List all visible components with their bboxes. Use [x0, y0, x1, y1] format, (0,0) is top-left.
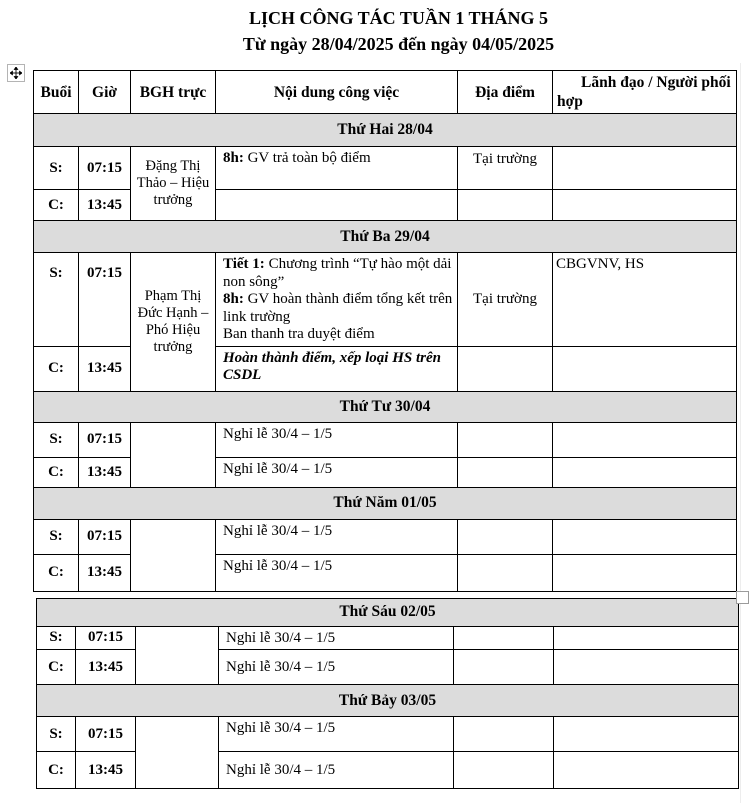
leader-cell: [554, 752, 739, 789]
table-header-row: [34, 71, 737, 114]
time-cell: 13:45: [79, 346, 131, 391]
bgh-cell: Phạm Thị Đức Hạnh – Phó Hiệu trưởng: [131, 253, 216, 392]
content-text: GV trả toàn bộ điểm: [243, 150, 371, 166]
wednesday-morning-row: [34, 422, 737, 457]
session-cell: C:: [34, 554, 79, 591]
session-cell: S:: [34, 422, 79, 457]
content-cell: Nghỉ lễ 30/4 – 1/5: [216, 457, 458, 487]
table-resize-handle[interactable]: [736, 591, 749, 604]
time-cell: 07:15: [76, 717, 136, 752]
content-cell: Nghỉ lễ 30/4 – 1/5: [216, 519, 458, 554]
location-cell: [458, 554, 553, 591]
leader-cell: [553, 519, 737, 554]
friday-morning-row: [37, 626, 739, 650]
content-time-prefix: 8h:: [223, 150, 244, 166]
time-cell: 13:45: [79, 554, 131, 591]
day-label: Thứ Năm 01/05: [34, 487, 737, 519]
leader-cell: [553, 147, 737, 190]
leader-cell: [553, 422, 737, 457]
session-cell: S:: [34, 253, 79, 347]
column-header-location: Địa điểm: [458, 71, 553, 114]
column-header-leader: Lãnh đạo / Người phối hợp: [553, 71, 737, 114]
time-cell: 07:15: [79, 422, 131, 457]
day-label: Thứ Sáu 02/05: [37, 598, 739, 626]
time-cell: 13:45: [79, 190, 131, 221]
session-cell: C:: [34, 457, 79, 487]
time-cell: 07:15: [79, 253, 131, 347]
location-cell: Tại trường: [458, 147, 553, 190]
content-cell: Nghỉ lễ 30/4 – 1/5: [219, 626, 454, 650]
time-cell: 13:45: [79, 457, 131, 487]
tuesday-morning-row: [34, 253, 737, 347]
session-cell: S:: [34, 519, 79, 554]
location-cell: [458, 190, 553, 221]
leader-cell: [554, 650, 739, 685]
time-cell: 07:15: [79, 519, 131, 554]
leader-cell: CBGVNV, HS: [553, 253, 737, 347]
schedule-table-upper[interactable]: [33, 70, 737, 592]
content-cell: Nghỉ lễ 30/4 – 1/5: [216, 554, 458, 591]
content-cell: [216, 190, 458, 221]
location-cell: [454, 717, 554, 752]
content-cell: [216, 147, 458, 190]
document-page[interactable]: [0, 5, 755, 807]
day-label: Thứ Bảy 03/05: [37, 685, 739, 717]
table-move-handle[interactable]: [7, 64, 25, 82]
content-cell: Nghỉ lễ 30/4 – 1/5: [219, 752, 454, 789]
location-cell: [458, 346, 553, 391]
text-margin-guide: [740, 63, 741, 803]
content-time-prefix: 8h:: [223, 291, 244, 307]
move-arrows-icon: [10, 67, 22, 79]
location-cell: [454, 626, 554, 650]
location-cell: [454, 650, 554, 685]
content-cell: Nghỉ lễ 30/4 – 1/5: [219, 717, 454, 752]
thursday-morning-row: [34, 519, 737, 554]
day-label: Thứ Tư 30/04: [34, 391, 737, 422]
leader-cell: [553, 457, 737, 487]
content-line: [223, 291, 453, 326]
content-period-prefix: Tiết 1:: [223, 256, 265, 272]
location-cell: [454, 752, 554, 789]
session-cell: S:: [34, 147, 79, 190]
date-range: Từ ngày 28/04/2025 đến ngày 04/05/2025: [242, 34, 555, 54]
content-cell: Nghỉ lễ 30/4 – 1/5: [216, 422, 458, 457]
page-title: LỊCH CÔNG TÁC TUẦN 1 THÁNG 5: [248, 8, 549, 28]
location-cell: [458, 519, 553, 554]
bgh-cell: [136, 717, 219, 789]
session-cell: C:: [34, 346, 79, 391]
session-cell: S:: [37, 717, 76, 752]
time-cell: 07:15: [79, 147, 131, 190]
session-cell: C:: [37, 650, 76, 685]
day-label: Thứ Hai 28/04: [34, 114, 737, 147]
saturday-morning-row: [37, 717, 739, 752]
content-cell: [216, 253, 458, 347]
time-cell: 13:45: [76, 752, 136, 789]
content-emphasis-text: Hoàn thành điểm, xếp loại HS trên CSDL: [223, 349, 441, 383]
schedule-table-lower[interactable]: [36, 598, 739, 790]
content-cell: [216, 346, 458, 391]
day-label: Thứ Ba 29/04: [34, 221, 737, 253]
column-header-bgh: BGH trực: [131, 71, 216, 114]
day-band-saturday: [37, 685, 739, 717]
location-cell: Tại trường: [458, 253, 553, 347]
time-cell: 13:45: [76, 650, 136, 685]
column-header-session: Buổi: [34, 71, 79, 114]
bgh-cell: [131, 422, 216, 487]
day-band-friday: [37, 598, 739, 626]
content-line: [223, 256, 453, 291]
bgh-cell: [131, 519, 216, 591]
bgh-cell: [136, 626, 219, 685]
content-text: GV hoàn thành điểm tổng kết trên link trường: [223, 291, 453, 325]
day-band-wednesday: [34, 391, 737, 422]
leader-cell: [553, 190, 737, 221]
time-cell: 07:15: [76, 626, 136, 650]
content-text: Chương trình “Tự hào một dải non sông”: [223, 256, 452, 290]
day-band-thursday: [34, 487, 737, 519]
column-header-content: Nội dung công việc: [216, 71, 458, 114]
leader-cell: [553, 346, 737, 391]
content-line: Ban thanh tra duyệt điểm: [223, 326, 375, 342]
session-cell: S:: [37, 626, 76, 650]
column-header-time: Giờ: [79, 71, 131, 114]
leader-cell: [554, 626, 739, 650]
location-cell: [458, 457, 553, 487]
day-band-monday: [34, 114, 737, 147]
bgh-cell: Đặng Thị Thảo – Hiệu trưởng: [131, 147, 216, 221]
day-band-tuesday: [34, 221, 737, 253]
leader-cell: [554, 717, 739, 752]
document-title-block: [0, 5, 755, 57]
monday-morning-row: [34, 147, 737, 190]
leader-cell: [553, 554, 737, 591]
session-cell: C:: [37, 752, 76, 789]
session-cell: C:: [34, 190, 79, 221]
content-cell: Nghỉ lễ 30/4 – 1/5: [219, 650, 454, 685]
location-cell: [458, 422, 553, 457]
